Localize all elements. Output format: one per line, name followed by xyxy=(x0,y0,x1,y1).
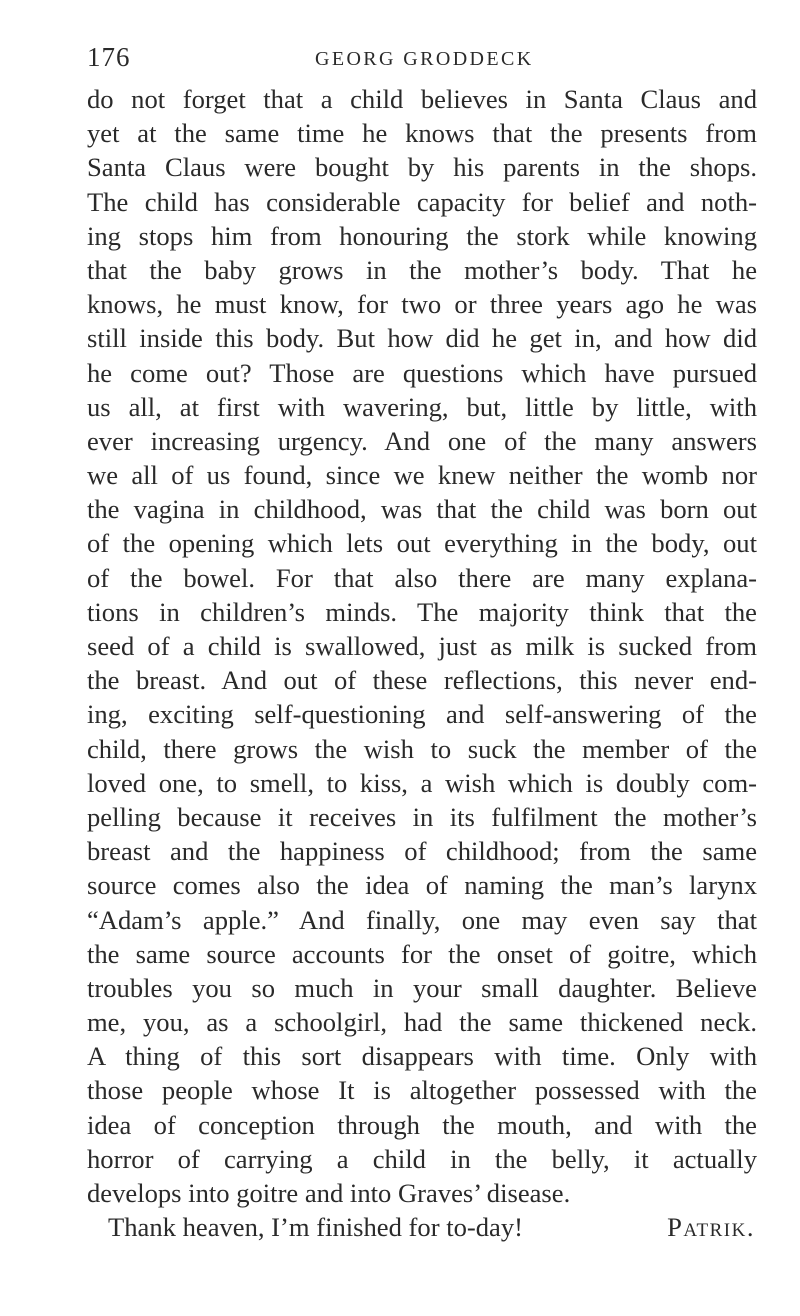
text-line: the vagina in childhood, was that the child was born out xyxy=(87,494,757,525)
running-head xyxy=(87,40,757,80)
text-line: Santa Claus were bought by his parents in the shops. xyxy=(87,152,757,183)
text-line: ing, exciting self-questioning and self-answering of the xyxy=(87,699,757,730)
running-title: GEORG GRODDECK xyxy=(315,48,534,70)
text-line: still inside this body. But how did he get in, and how did xyxy=(87,323,757,354)
text-line: do not forget that a child believes in Santa Claus and xyxy=(87,84,757,114)
text-line: The child has considerable capacity for belief and noth- xyxy=(87,186,757,217)
closing-text: Thank heaven, I’m finished for to-day! xyxy=(108,1212,524,1243)
text-line: me, you, as a schoolgirl, had the same thickened neck. xyxy=(87,1007,757,1038)
text-line: that the baby grows in the mother’s body. That he xyxy=(87,254,757,285)
text-line: A thing of this sort disappears with time. Only with xyxy=(87,1041,757,1072)
text-line: we all of us found, since we knew neither the womb nor xyxy=(87,460,757,491)
text-line: seed of a child is swallowed, just as milk is sucked from xyxy=(87,631,757,661)
signature: Patrik. xyxy=(667,1212,755,1243)
text-line: of the opening which lets out everything in the body, out xyxy=(87,528,757,559)
text-line: ever increasing urgency. And one of the many answers xyxy=(87,425,757,456)
page-number: 176 xyxy=(87,42,131,72)
text-line: horror of carrying a child in the belly, it actually xyxy=(87,1143,757,1174)
text-line: pelling because it receives in its fulfilment the mother’s xyxy=(87,801,757,832)
text-line: yet at the same time he knows that the presents from xyxy=(87,118,757,149)
text-line: tions in children’s minds. The majority think that the xyxy=(87,596,757,627)
text-line: source comes also the idea of naming the man’s larynx xyxy=(87,870,757,901)
closing-line xyxy=(87,1210,757,1244)
text-line: he come out? Those are questions which have pursued xyxy=(87,357,757,388)
text-line: develops into goitre and into Graves’ disease. xyxy=(87,1178,571,1208)
text-line: breast and the happiness of childhood; from the same xyxy=(87,836,757,867)
text-line: loved one, to smell, to kiss, a wish which is doubly com- xyxy=(87,767,757,798)
body-text xyxy=(87,82,757,1244)
text-line: the same source accounts for the onset of goitre, which xyxy=(87,938,757,969)
text-line: “Adam’s apple.” And finally, one may even say that xyxy=(87,904,757,935)
text-line: child, there grows the wish to suck the member of the xyxy=(87,733,757,764)
text-line: the breast. And out of these reflections, this never end- xyxy=(87,665,757,696)
text-line: idea of conception through the mouth, and with the xyxy=(87,1109,757,1140)
text-line: ing stops him from honouring the stork while knowing xyxy=(87,220,757,251)
text-line: us all, at first with wavering, but, little by little, with xyxy=(87,391,757,422)
text-line: of the bowel. For that also there are many explana- xyxy=(87,562,757,593)
text-line: troubles you so much in your small daughter. Believe xyxy=(87,972,757,1003)
text-line: knows, he must know, for two or three years ago he was xyxy=(87,289,757,320)
text-line: those people whose It is altogether possessed with the xyxy=(87,1075,757,1106)
